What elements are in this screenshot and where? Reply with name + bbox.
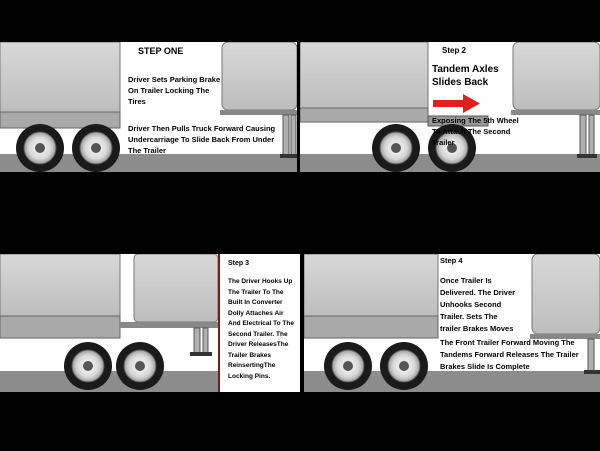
step-two-text: [432, 46, 522, 148]
step-one-heading: STEP ONE: [138, 46, 184, 56]
step-two-heading: Step 2: [442, 46, 467, 55]
step-two-paragraph: Exposing The 5th Wheel To Attach The Second Trailer: [432, 116, 519, 147]
step-four-heading: Step 4: [440, 256, 463, 265]
step-three-paragraph: The Driver Hooks Up The Trailer To The Built In Converter Dolly Attaches Air And Electrical To The Second Trailer. The Driver ReleasesThe Trailer Brakes ReinsertingThe Locking Pins.: [228, 278, 294, 380]
step-one-paragraph: Driver Then Pulls Truck Forward Causing Undercarriage To Slide Back From Under The Trailer: [128, 124, 276, 155]
wheel-icon: [380, 342, 428, 390]
step-two-subheading: Tandem Axles Slides Back: [432, 64, 499, 88]
panel-step-two: [300, 42, 600, 172]
panel-step-four: [304, 254, 600, 392]
step-four-text: [440, 256, 579, 373]
step-one-paragraph: Driver Sets Parking Brake On Trailer Locking The Tires: [128, 75, 221, 106]
wheel-icon: [16, 124, 64, 172]
panel-divider: [218, 254, 220, 392]
step-four-paragraph: The Front Trailer Forward Moving The Tandems Forward Releases The Trailer Brakes Slide Is Complete: [440, 338, 579, 371]
step-three-heading: Step 3: [228, 260, 250, 267]
panel-step-three: [0, 254, 300, 392]
wheel-icon: [64, 342, 112, 390]
wheel-icon: [72, 124, 120, 172]
step-four-paragraph: Once Trailer Is Delivered. The Driver Unhooks Second Trailer. Sets The trailer Brakes Moves: [440, 276, 516, 333]
panel-step-one: [0, 42, 297, 172]
step-three-text: [228, 260, 296, 382]
wheel-icon: [324, 342, 372, 390]
wheel-icon: [116, 342, 164, 390]
step-one-text: [128, 46, 276, 156]
wheel-icon: [372, 124, 420, 172]
